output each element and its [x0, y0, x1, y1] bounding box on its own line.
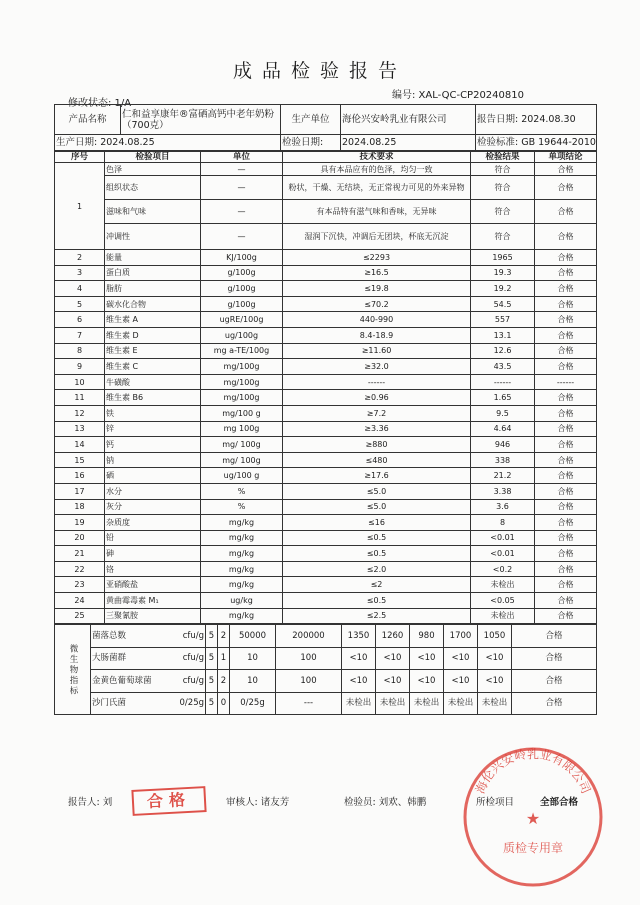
row-item: 杂质度: [105, 515, 201, 531]
row-seq: 14: [55, 437, 105, 453]
micro-m: 50000: [230, 625, 276, 648]
row-item: 铬: [105, 561, 201, 577]
row-result: 1965: [471, 250, 535, 266]
row-result: ------: [471, 374, 535, 390]
micro-n: 5: [206, 692, 218, 715]
pass-stamp: 合格: [131, 786, 206, 816]
row-req: ≤2: [283, 577, 471, 593]
micro-concl: 合格: [512, 670, 597, 693]
micro-result: <10: [478, 670, 512, 693]
micro-item-unit: 0/25g: [179, 698, 204, 708]
micro-m-max: ---: [276, 692, 342, 715]
row-result: 未检出: [471, 577, 535, 593]
report-code: 编号: XAL-QC-CP20240810: [392, 90, 524, 101]
row-unit: mg/100g: [201, 374, 283, 390]
table-row: [55, 452, 597, 468]
svg-text:海伦兴安岭乳业有限公司: [473, 747, 593, 796]
micro-result: <10: [410, 647, 444, 670]
micro-row: [55, 670, 597, 693]
report-table: [54, 104, 596, 715]
reviewer: 审核人: 诸友芳: [226, 797, 290, 808]
micro-result: 1050: [478, 625, 512, 648]
row-concl: 合格: [535, 515, 597, 531]
row-result: 3.6: [471, 499, 535, 515]
micro-concl: 合格: [512, 647, 597, 670]
row-item: 钙: [105, 437, 201, 453]
check-date-label: 检验日期:: [281, 135, 341, 151]
row-result: 3.38: [471, 483, 535, 499]
row-item: 铅: [105, 530, 201, 546]
micro-name: [91, 625, 206, 648]
g1-result: 符合: [471, 163, 535, 176]
row-req: ≥7.2: [283, 405, 471, 421]
micro-result: <10: [410, 670, 444, 693]
row-seq: 25: [55, 608, 105, 624]
micro-item-name: 沙门氏菌: [92, 698, 127, 708]
row-result: 12.6: [471, 343, 535, 359]
g1-unit: —: [201, 176, 283, 200]
table-row: [55, 390, 597, 406]
table-row: [55, 359, 597, 375]
row-unit: KJ/100g: [201, 250, 283, 266]
micro-result: 未检出: [342, 692, 376, 715]
g1-req: 粉状，干燥、无结块，无正常视力可见的外来异物: [283, 176, 471, 200]
row-seq: 5: [55, 296, 105, 312]
table-row: [55, 250, 597, 266]
table-row: [55, 608, 597, 624]
micro-result: <10: [342, 647, 376, 670]
table-row: [55, 374, 597, 390]
g1-result: 符合: [471, 176, 535, 200]
row-req: 440-990: [283, 312, 471, 328]
micro-item-unit: cfu/g: [182, 653, 204, 663]
row-result: 13.1: [471, 327, 535, 343]
micro-c: 0: [218, 692, 230, 715]
row-result: <0.2: [471, 561, 535, 577]
micro-m: 10: [230, 647, 276, 670]
table-row: [55, 530, 597, 546]
row-seq: 10: [55, 374, 105, 390]
row-concl: 合格: [535, 561, 597, 577]
table-row: [55, 327, 597, 343]
micro-item-name: 金黄色葡萄球菌: [92, 675, 152, 686]
row-req: ≥0.96: [283, 390, 471, 406]
seal-bottom-text: 质检专用章: [502, 841, 564, 855]
row-unit: g/100g: [201, 265, 283, 281]
row-req: ≤16: [283, 515, 471, 531]
row-item: 维生素 D: [105, 327, 201, 343]
table-row: [55, 561, 597, 577]
row-req: ≥17.6: [283, 468, 471, 484]
row-concl: 合格: [535, 421, 597, 437]
row-unit: %: [201, 483, 283, 499]
row-result: 21.2: [471, 468, 535, 484]
row-result: 1.65: [471, 390, 535, 406]
table-row: [55, 515, 597, 531]
row-concl: 合格: [535, 405, 597, 421]
row-result: 19.2: [471, 281, 535, 297]
row-unit: mg/kg: [201, 530, 283, 546]
row-req: ≤70.2: [283, 296, 471, 312]
col-result: 检验结果: [471, 152, 535, 163]
row-seq: 18: [55, 499, 105, 515]
row-item: 维生素 B6: [105, 390, 201, 406]
row-unit: mg/kg: [201, 546, 283, 562]
row-req: ≥32.0: [283, 359, 471, 375]
row-seq: 13: [55, 421, 105, 437]
group1-seq: 1: [55, 163, 105, 250]
row-item: 黄曲霉毒素 M₁: [105, 593, 201, 609]
row-unit: mg/ 100g: [201, 437, 283, 453]
row-concl: 合格: [535, 265, 597, 281]
micro-n: 5: [206, 647, 218, 670]
micro-result: 1350: [342, 625, 376, 648]
inspector: 检验员: 刘欢、韩鹏: [344, 797, 427, 808]
row-concl: 合格: [535, 359, 597, 375]
micro-m-max: 200000: [276, 625, 342, 648]
row-result: 54.5: [471, 296, 535, 312]
col-req: 技术要求: [283, 152, 471, 163]
g1-unit: —: [201, 200, 283, 224]
rows-body: [55, 250, 597, 624]
row-req: ≤5.0: [283, 499, 471, 515]
g1-req: 具有本品应有的色泽，均匀一致: [283, 163, 471, 176]
micro-n: 5: [206, 670, 218, 693]
micro-result: <10: [376, 670, 410, 693]
row-seq: 19: [55, 515, 105, 531]
row-item: 维生素 E: [105, 343, 201, 359]
table-row: [55, 405, 597, 421]
micro-item-unit: cfu/g: [182, 630, 204, 641]
row-result: <0.01: [471, 546, 535, 562]
row-concl: 合格: [535, 483, 597, 499]
production-date: 生产日期: 2024.08.25: [55, 135, 281, 151]
row-result: 未检出: [471, 608, 535, 624]
micro-result: 1260: [376, 625, 410, 648]
row-seq: 15: [55, 452, 105, 468]
row-item: 脂肪: [105, 281, 201, 297]
row-seq: 22: [55, 561, 105, 577]
micro-m: 0/25g: [230, 692, 276, 715]
row-req: ------: [283, 374, 471, 390]
row-seq: 8: [55, 343, 105, 359]
row-req: ≥3.36: [283, 421, 471, 437]
micro-n: 5: [206, 625, 218, 648]
micro-result: 未检出: [376, 692, 410, 715]
micro-result: 未检出: [410, 692, 444, 715]
row-req: ≤2293: [283, 250, 471, 266]
row-req: ≤2.5: [283, 608, 471, 624]
table-row: [55, 437, 597, 453]
row-result: 9.5: [471, 405, 535, 421]
row-unit: mg/ 100g: [201, 452, 283, 468]
table-row: [55, 546, 597, 562]
micro-table: [54, 624, 597, 715]
row-seq: 17: [55, 483, 105, 499]
row-seq: 11: [55, 390, 105, 406]
g1-concl: 合格: [535, 163, 597, 176]
g1-req: 有本品特有滋气味和香味，无异味: [283, 200, 471, 224]
row-unit: mg 100g: [201, 421, 283, 437]
g1-req: 湿润下沉快，冲调后无团块，杯底无沉淀: [283, 224, 471, 250]
row-unit: mg/kg: [201, 515, 283, 531]
micro-name: [91, 670, 206, 693]
standard: 检验标准: GB 19644-2010: [476, 135, 597, 151]
table-row: [55, 281, 597, 297]
row-concl: 合格: [535, 327, 597, 343]
table-row: [55, 577, 597, 593]
row-unit: ugRE/100g: [201, 312, 283, 328]
row-item: 能量: [105, 250, 201, 266]
row-item: 硒: [105, 468, 201, 484]
micro-item-unit: cfu/g: [182, 675, 204, 686]
svg-text:★: ★: [525, 809, 541, 828]
row-result: 946: [471, 437, 535, 453]
g1-unit: —: [201, 163, 283, 176]
row-req: ≤19.8: [283, 281, 471, 297]
table-row: [55, 296, 597, 312]
micro-concl: 合格: [512, 692, 597, 715]
row-concl: 合格: [535, 452, 597, 468]
producer: 海伦兴安岭乳业有限公司: [341, 105, 476, 135]
micro-name: [91, 692, 206, 715]
producer-label: 生产单位: [281, 105, 341, 135]
micro-c: 2: [218, 670, 230, 693]
row-req: ≤5.0: [283, 483, 471, 499]
row-unit: ug/kg: [201, 593, 283, 609]
row-unit: g/100g: [201, 296, 283, 312]
row-req: ≥11.60: [283, 343, 471, 359]
micro-row: [55, 625, 597, 648]
row-seq: 7: [55, 327, 105, 343]
table-row: [55, 499, 597, 515]
row-req: ≤480: [283, 452, 471, 468]
row-concl: ------: [535, 374, 597, 390]
col-unit: 单位: [201, 152, 283, 163]
row-unit: g/100g: [201, 281, 283, 297]
row-item: 维生素 A: [105, 312, 201, 328]
row-seq: 23: [55, 577, 105, 593]
all-pass: 全部合格: [540, 797, 579, 808]
row-seq: 2: [55, 250, 105, 266]
row-req: ≥16.5: [283, 265, 471, 281]
table-row: [55, 343, 597, 359]
g1-item: 组织状态: [105, 176, 201, 200]
micro-result: 未检出: [444, 692, 478, 715]
micro-result: <10: [342, 670, 376, 693]
row-concl: 合格: [535, 437, 597, 453]
row-result: 8: [471, 515, 535, 531]
row-concl: 合格: [535, 608, 597, 624]
micro-result: 未检出: [478, 692, 512, 715]
micro-m-max: 100: [276, 647, 342, 670]
micro-name: [91, 647, 206, 670]
micro-result: <10: [376, 647, 410, 670]
table-row: [55, 265, 597, 281]
row-item: 钠: [105, 452, 201, 468]
results-table: [54, 151, 597, 624]
row-item: 牛磺酸: [105, 374, 201, 390]
all-items-label: 所检项目: [476, 797, 515, 808]
row-unit: mg/100 g: [201, 405, 283, 421]
micro-c: 2: [218, 625, 230, 648]
row-unit: %: [201, 499, 283, 515]
row-concl: 合格: [535, 546, 597, 562]
row-item: 三聚氰胺: [105, 608, 201, 624]
row-seq: 16: [55, 468, 105, 484]
report-title: 成品检验报告: [232, 60, 407, 82]
row-result: 43.5: [471, 359, 535, 375]
row-item: 铁: [105, 405, 201, 421]
row-req: ≤0.5: [283, 546, 471, 562]
micro-m: 10: [230, 670, 276, 693]
row-seq: 24: [55, 593, 105, 609]
micro-result: 1700: [444, 625, 478, 648]
micro-row: [55, 692, 597, 715]
row-req: ≤0.5: [283, 530, 471, 546]
micro-result: <10: [444, 670, 478, 693]
table-row: [55, 483, 597, 499]
row-item: 碳水化合物: [105, 296, 201, 312]
seal-top-text: 海伦兴安岭乳业有限公司: [472, 746, 594, 796]
row-unit: mg/100g: [201, 359, 283, 375]
row-item: 水分: [105, 483, 201, 499]
info-table: [54, 104, 597, 151]
row-result: 557: [471, 312, 535, 328]
row-item: 亚硝酸盐: [105, 577, 201, 593]
reporter: 报告人: 刘: [68, 797, 113, 808]
micro-body: [55, 625, 597, 715]
row-concl: 合格: [535, 343, 597, 359]
row-concl: 合格: [535, 577, 597, 593]
product-name-label: 产品名称: [55, 105, 121, 135]
col-seq: 序号: [55, 152, 105, 163]
row-req: 8.4-18.9: [283, 327, 471, 343]
row-unit: mg a-TE/100g: [201, 343, 283, 359]
row-item: 灰分: [105, 499, 201, 515]
row-item: 砷: [105, 546, 201, 562]
check-date: 2024.08.25: [341, 135, 476, 151]
row-seq: 4: [55, 281, 105, 297]
row-unit: mg/kg: [201, 577, 283, 593]
row-result: 19.3: [471, 265, 535, 281]
micro-result: <10: [478, 647, 512, 670]
row-seq: 3: [55, 265, 105, 281]
col-item: 检验项目: [105, 152, 201, 163]
g1-item: 冲调性: [105, 224, 201, 250]
row-seq: 20: [55, 530, 105, 546]
table-row: [55, 312, 597, 328]
row-concl: 合格: [535, 530, 597, 546]
row-concl: 合格: [535, 499, 597, 515]
micro-row: [55, 647, 597, 670]
g1-concl: 合格: [535, 224, 597, 250]
micro-concl: 合格: [512, 625, 597, 648]
micro-c: 1: [218, 647, 230, 670]
row-result: 4.64: [471, 421, 535, 437]
row-unit: mg/kg: [201, 561, 283, 577]
micro-result: <10: [444, 647, 478, 670]
row-seq: 9: [55, 359, 105, 375]
row-concl: 合格: [535, 593, 597, 609]
g1-item: 滋味和气味: [105, 200, 201, 224]
revision-status: 修改状态: 1/A: [68, 98, 132, 109]
g1-result: 符合: [471, 224, 535, 250]
row-concl: 合格: [535, 281, 597, 297]
micro-item-name: 菌落总数: [92, 630, 127, 641]
g1-unit: —: [201, 224, 283, 250]
row-result: 338: [471, 452, 535, 468]
g1-result: 符合: [471, 200, 535, 224]
table-row: [55, 421, 597, 437]
table-row: [55, 593, 597, 609]
micro-result: 980: [410, 625, 444, 648]
row-result: <0.01: [471, 530, 535, 546]
row-concl: 合格: [535, 468, 597, 484]
row-seq: 21: [55, 546, 105, 562]
row-concl: 合格: [535, 312, 597, 328]
report-date: 报告日期: 2024.08.30: [476, 105, 597, 135]
row-result: <0.05: [471, 593, 535, 609]
row-unit: mg/kg: [201, 608, 283, 624]
product-name: 仁和益享康年®富硒高钙中老年奶粉（700克）: [121, 105, 281, 135]
col-conclusion: 单项结论: [535, 152, 597, 163]
table-row: [55, 468, 597, 484]
micro-label: 微生物指标: [55, 625, 91, 715]
company-seal: [458, 742, 608, 892]
micro-m-max: 100: [276, 670, 342, 693]
row-item: 维生素 C: [105, 359, 201, 375]
row-item: 蛋白质: [105, 265, 201, 281]
row-seq: 6: [55, 312, 105, 328]
row-req: ≥880: [283, 437, 471, 453]
row-concl: 合格: [535, 390, 597, 406]
row-req: ≤2.0: [283, 561, 471, 577]
row-req: ≤0.5: [283, 593, 471, 609]
row-item: 锌: [105, 421, 201, 437]
g1-concl: 合格: [535, 176, 597, 200]
row-unit: ug/100 g: [201, 468, 283, 484]
micro-item-name: 大肠菌群: [92, 653, 127, 663]
row-unit: ug/100g: [201, 327, 283, 343]
row-seq: 12: [55, 405, 105, 421]
row-concl: 合格: [535, 296, 597, 312]
g1-item: 色泽: [105, 163, 201, 176]
row-unit: mg/100g: [201, 390, 283, 406]
g1-concl: 合格: [535, 200, 597, 224]
row-concl: 合格: [535, 250, 597, 266]
